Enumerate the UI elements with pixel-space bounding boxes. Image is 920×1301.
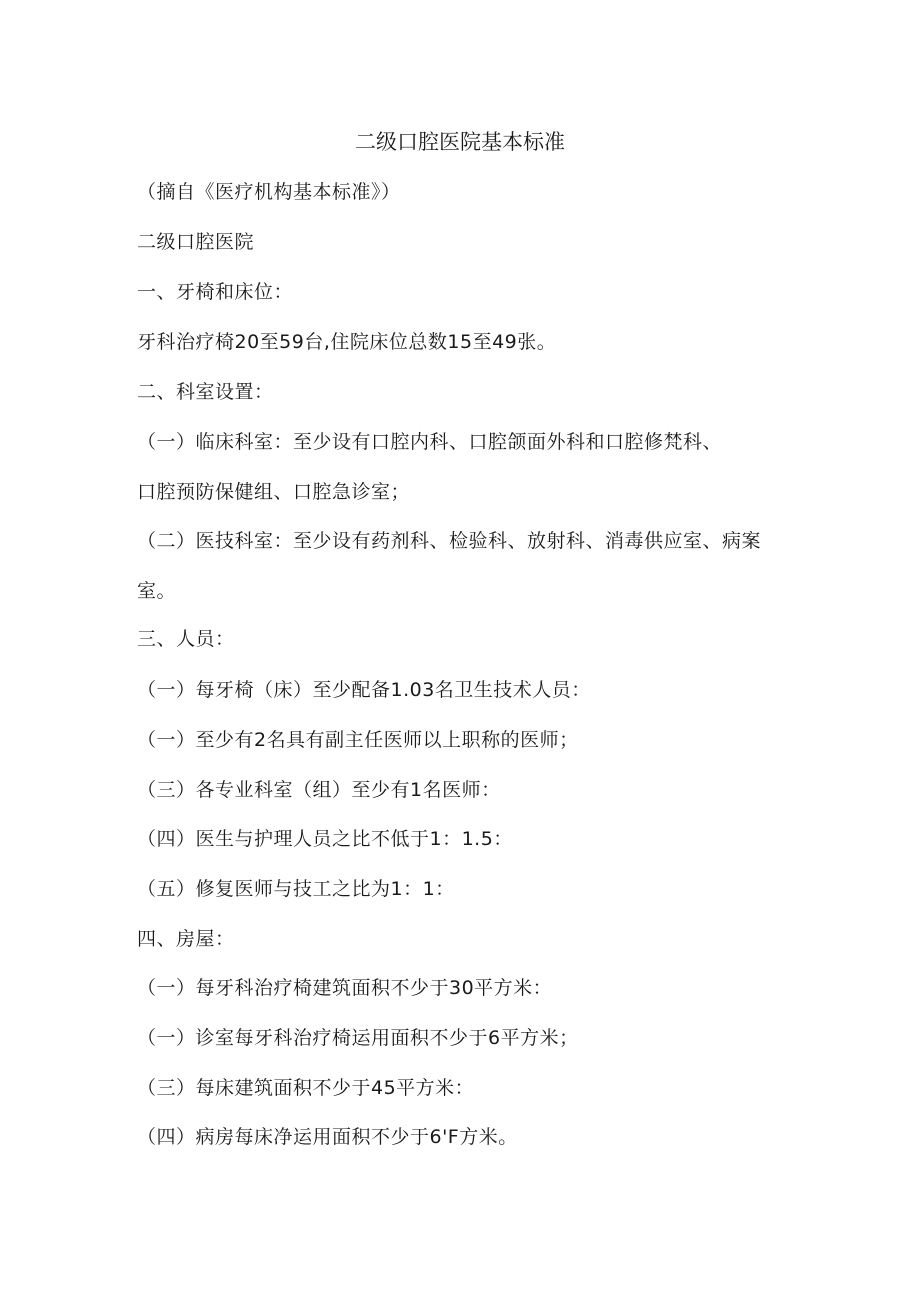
document-title: 二级口腔医院基本标准 [355,130,565,154]
section-heading-chairs-beds: 一、牙椅和床位： [137,281,294,303]
clinical-departments-line2: 口腔预防保健组、口腔急诊室； [137,481,411,503]
section-heading-personnel: 三、人员： [137,628,235,650]
personnel-item: （三）各专业科室（组）至少有1名医师： [137,779,501,801]
tech-departments-line1: （二）医技科室：至少设有药剂科、检验科、放射科、消毒供应室、病案 [137,530,762,552]
buildings-item: （四）病房每床净运用面积不少于6'F方米。 [137,1126,518,1148]
personnel-item: （一）每牙椅（床）至少配备1.03名卫生技术人员： [137,679,591,701]
personnel-item: （五）修复医师与技工之比为1：1： [137,878,455,900]
buildings-item: （一）每牙科治疗椅建筑面积不少于30平方米： [137,977,553,999]
section-heading-departments: 二、科室设置： [137,381,274,403]
tech-departments-line2: 室。 [137,580,177,602]
hospital-level: 二级口腔医院 [137,231,255,253]
buildings-item: （一）诊室每牙科治疗椅运用面积不少于6平方米； [137,1027,579,1049]
personnel-item: （四）医生与护理人员之比不低于1：1.5： [137,828,513,850]
chairs-beds-text: 牙科治疗椅20至59台,住院床位总数15至49张。 [137,331,557,353]
source-note: （摘自《医疗机构基本标准》） [137,181,401,203]
section-heading-buildings: 四、房屋： [137,928,235,950]
personnel-item: （一）至少有2名具有副主任医师以上职称的医师； [137,729,579,751]
clinical-departments-line1: （一）临床科室：至少设有口腔内科、口腔颌面外科和口腔修梵科、 [137,431,723,453]
buildings-item: （三）每床建筑面积不少于45平方米： [137,1077,475,1099]
